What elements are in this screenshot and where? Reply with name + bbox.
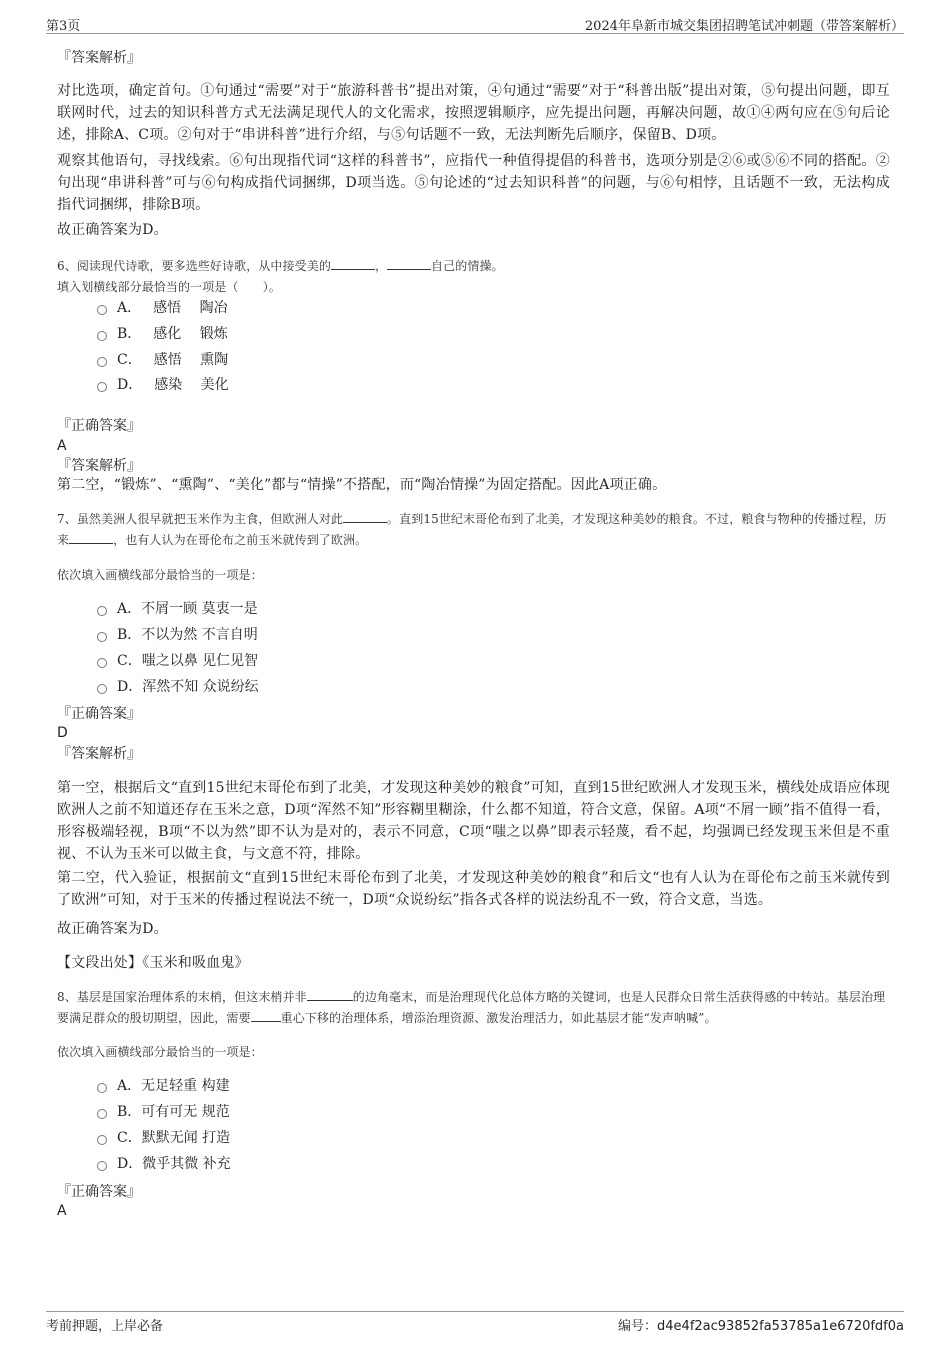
q7-stem-part: 。直到15世纪末哥伦布到了北美，才发现这种美妙的粮食。不过，粮食与物种的传播过程，历来 bbox=[57, 512, 887, 547]
option-text: 无足轻重 构建 bbox=[141, 1078, 230, 1094]
q7-option-b[interactable] bbox=[97, 625, 258, 645]
q8-stem-part: 重心下移的治理体系，增添治理资源、激发治理活力，如此基层才能“发声呐喊”。 bbox=[280, 1011, 717, 1025]
q8-stem-part: 的边角毫末，而是治理现代化总体方略的关键词，也是人民群众日常生活获得感的中转站。基层治理要满足群众的殷切期望，因此，需要 bbox=[57, 990, 886, 1025]
q6-stem-part: 自己的情操。 bbox=[431, 259, 504, 273]
q7-instruction: 依次填入画横线部分最恰当的一项是： bbox=[57, 568, 263, 582]
q7-analysis-label: 『答案解析』 bbox=[57, 746, 141, 762]
q6-stem-part: ， bbox=[374, 259, 388, 273]
radio-button-icon[interactable] bbox=[97, 1161, 107, 1171]
q5-analysis-para2: 观察其他语句，寻找线索。⑥句出现指代词“这样的科普书”，应指代一种值得提倡的科普书，选项分别是②⑥或⑤⑥不同的搭配。②句出现“串讲科普”可与⑥句构成指代词捆绑，D项当选。⑤句论述的“过去知识科普”的问题，与⑥句相悖，且话题不一致，无法构成指代词捆绑，排除B项。 bbox=[57, 153, 890, 213]
q6-analysis-label: 『答案解析』 bbox=[57, 458, 141, 474]
q6-analysis: 第二空，“锻炼”、“熏陶”、“美化”都与“情操”不搭配，而“陶冶情操”为固定搭配。因此A项正确。 bbox=[57, 477, 667, 493]
q5-analysis-label: 『答案解析』 bbox=[57, 50, 141, 66]
radio-button-icon[interactable] bbox=[97, 305, 107, 315]
q8-stem-part: 8、基层是国家治理体系的末梢，但这末梢并非 bbox=[57, 990, 307, 1004]
radio-button-icon[interactable] bbox=[97, 606, 107, 616]
option-text: 感化 锻炼 bbox=[153, 326, 228, 342]
option-letter: A． bbox=[117, 601, 142, 617]
fill-blank bbox=[343, 510, 387, 523]
option-text: 可有可无 规范 bbox=[141, 1104, 230, 1120]
option-text: 不屑一顾 莫衷一是 bbox=[141, 601, 258, 617]
q8-option-c[interactable] bbox=[97, 1128, 230, 1148]
q7-analysis-para1: 第一空，根据后文“直到15世纪末哥伦布到了北美，才发现这种美妙的粮食”可知，直到15世纪欧洲人才发现玉米，横线处成语应体现欧洲人之前不知道还存在玉米之意，D项“浑然不知”形容糊里糊涂，什么都不知道，符合文意，保留。A项“不屑一顾”指不值得一看，形容极端轻视，B项“不以为然”即不认为是对的，表示不同意，C项“嗤之以鼻”即表示轻蔑，看不起，均强调已经发现玉米但是不重视、不认为玉米可以做主食，与文意不符，排除。 bbox=[57, 780, 890, 862]
radio-button-icon[interactable] bbox=[97, 1135, 107, 1145]
option-text: 不以为然 不言自明 bbox=[141, 627, 258, 643]
radio-button-icon[interactable] bbox=[97, 357, 107, 367]
option-letter: A． bbox=[117, 300, 142, 316]
fill-blank bbox=[69, 531, 113, 544]
q6-option-b[interactable] bbox=[97, 324, 228, 344]
radio-button-icon[interactable] bbox=[97, 1083, 107, 1093]
q7-option-a[interactable] bbox=[97, 599, 258, 619]
radio-button-icon[interactable] bbox=[97, 331, 107, 341]
option-text: 嗤之以鼻 见仁见智 bbox=[141, 653, 259, 669]
document-title: 2024年阜新市城交集团招聘笔试冲刺题（带答案解析） bbox=[584, 19, 904, 34]
q7-answer-label: 『正确答案』 bbox=[57, 706, 141, 722]
q5-conclusion: 故正确答案为D。 bbox=[57, 222, 168, 238]
option-letter: B． bbox=[117, 1104, 142, 1120]
option-text: 浑然不知 众说纷纭 bbox=[142, 679, 259, 695]
fill-blank bbox=[387, 257, 431, 270]
q6-answer-label: 『正确答案』 bbox=[57, 418, 141, 434]
q7-stem-part: 7、虽然美洲人很早就把玉米作为主食，但欧洲人对此 bbox=[57, 512, 344, 526]
fill-blank bbox=[331, 257, 375, 270]
page-header bbox=[0, 0, 950, 36]
q7-source: 【文段出处】《玉米和吸血鬼》 bbox=[57, 955, 249, 971]
option-letter: D． bbox=[117, 679, 143, 695]
q5-analysis-para1: 对比选项，确定首句。①句通过“需要”对于“旅游科普书”提出对策，④句通过“需要”对于“科普出版”提出对策，⑤句提出问题，即互联网时代，过去的知识科普方式无法满足现代人的文化需求，按照逻辑顺序，应先提出问题，再解决问题，故①④两句应在⑤句后论述，排除A、C项。②句对于“串讲科普”进行介绍，与⑤句话题不一致，无法判断先后顺序，保留B、D项。 bbox=[57, 83, 890, 143]
q7-stem-part: ，也有人认为在哥伦布之前玉米就传到了欧洲。 bbox=[113, 533, 368, 547]
option-text: 微乎其微 补充 bbox=[142, 1156, 231, 1172]
option-letter: C． bbox=[117, 653, 142, 669]
option-letter: C． bbox=[117, 1130, 142, 1146]
header-divider bbox=[46, 33, 904, 34]
radio-button-icon[interactable] bbox=[97, 1109, 107, 1119]
q7-stem bbox=[57, 509, 890, 551]
q7-option-d[interactable] bbox=[97, 677, 259, 697]
q8-instruction: 依次填入画横线部分最恰当的一项是： bbox=[57, 1045, 263, 1059]
fill-blank bbox=[251, 1009, 281, 1022]
q6-stem-part: 6、阅读现代诗歌，要多选些好诗歌，从中接受美的 bbox=[57, 259, 331, 273]
radio-button-icon[interactable] bbox=[97, 658, 107, 668]
radio-button-icon[interactable] bbox=[97, 382, 107, 392]
option-letter: D． bbox=[117, 377, 143, 393]
page-number: 第3页 bbox=[46, 19, 81, 34]
option-text: 默默无闻 打造 bbox=[141, 1130, 231, 1146]
option-letter: B． bbox=[117, 326, 142, 342]
option-letter: D． bbox=[117, 1156, 143, 1172]
footer-slogan: 考前押题，上岸必备 bbox=[46, 1319, 164, 1334]
footer-divider bbox=[46, 1311, 904, 1312]
q8-option-b[interactable] bbox=[97, 1102, 230, 1122]
q6-option-d[interactable] bbox=[97, 375, 229, 395]
option-text: 感悟 陶冶 bbox=[153, 300, 228, 316]
fill-blank bbox=[307, 988, 353, 1001]
radio-button-icon[interactable] bbox=[97, 632, 107, 642]
q7-answer: D bbox=[57, 725, 68, 741]
q7-conclusion: 故正确答案为D。 bbox=[57, 921, 168, 937]
q8-option-d[interactable] bbox=[97, 1154, 231, 1174]
option-text: 感染 美化 bbox=[154, 377, 229, 393]
q8-option-a[interactable] bbox=[97, 1076, 230, 1096]
q6-option-c[interactable] bbox=[97, 350, 228, 370]
option-letter: C． bbox=[117, 352, 142, 368]
option-letter: A． bbox=[117, 1078, 142, 1094]
option-letter: B． bbox=[117, 627, 142, 643]
q8-answer-label: 『正确答案』 bbox=[57, 1184, 141, 1200]
q8-stem bbox=[57, 987, 890, 1029]
option-text: 感悟 熏陶 bbox=[153, 352, 229, 368]
q6-option-a[interactable] bbox=[97, 298, 228, 318]
q6-instruction: 填入划横线部分最恰当的一项是（ ）。 bbox=[57, 280, 281, 294]
q7-option-c[interactable] bbox=[97, 651, 258, 671]
radio-button-icon[interactable] bbox=[97, 684, 107, 694]
q8-answer: A bbox=[57, 1203, 67, 1219]
q6-answer: A bbox=[57, 438, 67, 454]
q7-analysis-para2: 第二空，代入验证，根据前文“直到15世纪末哥伦布到了北美，才发现这种美妙的粮食”和后文“也有人认为在哥伦布之前玉米就传到了欧洲”可知，对于玉米的传播过程说法不统一，D项“众说纷纭”指各式各样的说法纷乱不一致，符合文意，当选。 bbox=[57, 870, 890, 908]
document-code: 编号：d4e4f2ac93852fa53785a1e6720fdf0a bbox=[618, 1319, 904, 1334]
q6-stem bbox=[57, 256, 890, 298]
